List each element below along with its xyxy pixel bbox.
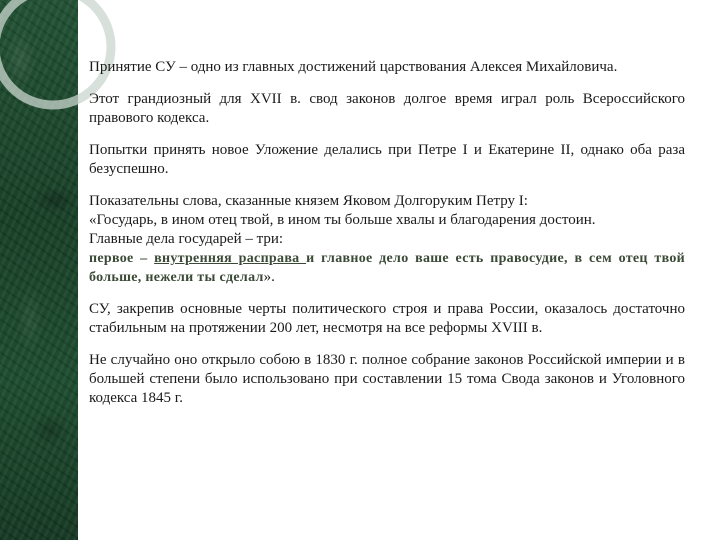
paragraph-2: Этот грандиозный для XVII в. свод законов долгое время играл роль Всероссийского правового кодекса. — [89, 91, 685, 126]
quote-block — [89, 192, 685, 287]
quote-emphasis-underlined: внутренняя расправа — [154, 251, 307, 266]
marble-sidebar — [0, 0, 78, 540]
quote-emphasis-end: и главное дело ваше есть правосудие, в сем отец твой больше, нежели ты сделал — [89, 251, 685, 285]
paragraph-3: Попытки принять новое Уложение делались при Петре I и Екатерине II, однако оба раза безуспешно. — [89, 142, 685, 177]
quote-emphasis — [89, 249, 685, 287]
paragraph-4: СУ, закрепив основные черты политического строя и права России, оказалось достаточно стабильным на протяжении 200 лет, несмотря на все реформы XVIII в. — [89, 301, 685, 336]
slide-content — [89, 58, 685, 421]
paragraph-5: Не случайно оно открыло собою в 1830 г. полное собрание законов Российской империи и в большей степени было использовано при составлении 15 тома Свода законов и Уголовного кодекса 1845 г. — [89, 352, 685, 406]
quote-intro: Показательны слова, сказанные князем Яковом Долгоруким Петру I: — [89, 193, 528, 209]
quote-line-2: Главные дела государей – три: — [89, 231, 284, 247]
quote-emphasis-start: первое – — [89, 251, 155, 266]
quote-line-1: «Государь, в ином отец твой, в ином ты больше хвалы и благодарения достоин. — [89, 212, 596, 228]
quote-tail: ». — [263, 269, 275, 285]
paragraph-1: Принятие СУ – одно из главных достижений царствования Алексея Михайловича. — [89, 59, 618, 75]
